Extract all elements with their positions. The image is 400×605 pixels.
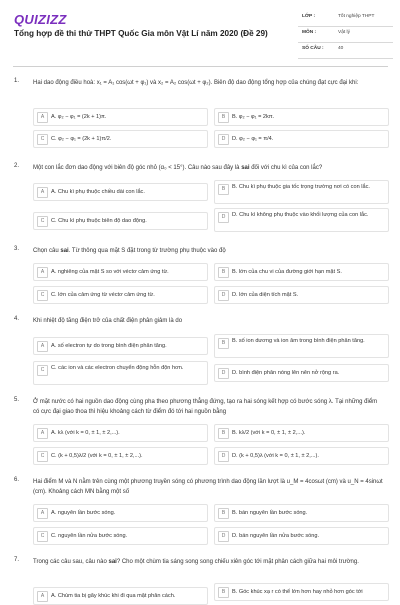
option-text: D. Chu kì không phụ thuộc vào khối lượng của con lắc. [232, 212, 369, 218]
option-text: B. kλ/2 (với k = 0, ± 1, ± 2,...). [232, 430, 306, 436]
option-text: B. Chu kì phụ thuộc gia tốc trọng trường nơi có con lắc. [232, 184, 370, 190]
option-text: D. (k + 0,5)λ (với k = 0, ± 1, ± 2,...). [232, 453, 319, 459]
question-text: Hai điểm M và N nằm trên cùng một phương truyền sóng có phương trình dao động lần lượt là u_M = 4cosωt (cm) và u_N = 4sinωt (cm). Khoảng cách MN bằng một số [33, 479, 383, 495]
option-letter: D [218, 134, 229, 145]
option-text: D. bình điện phân nóng lên nên nở rộng ra. [232, 370, 340, 376]
option-letter: D [218, 368, 229, 379]
option-text: B. lớn của chu vi của đường giới hạn mặt S. [232, 269, 342, 275]
option-letter: B [218, 587, 229, 598]
option-b[interactable] [214, 583, 389, 601]
question-number: 2. [14, 163, 20, 169]
option-letter: A [37, 341, 48, 352]
quizizz-logo: QUIZIZZ [14, 12, 67, 27]
option-letter: C [37, 365, 48, 376]
meta-label: MÔN : [302, 30, 317, 35]
question-text-part: Chọn câu [33, 248, 61, 254]
option-a[interactable] [33, 183, 208, 201]
option-c[interactable] [33, 286, 208, 304]
option-b[interactable] [214, 424, 389, 442]
option-text: C. φ₂ − φ₁ = (2k + 1)π/2. [51, 136, 112, 142]
meta-label: LỚP : [302, 14, 316, 19]
meta-label: SỐ CÂU : [302, 46, 324, 51]
option-text: A. Chùm tia bị gãy khúc khi đi qua mặt phân cách. [51, 593, 176, 599]
option-text: C. các ion và các electron chuyển động hỗn độn hơn. [51, 365, 184, 371]
question-number: 5. [14, 397, 20, 403]
option-text: A. φ₂ − φ₁ = (2k + 1)π. [51, 114, 107, 120]
meta-value: Vật lý [338, 30, 350, 35]
meta-row-class [298, 11, 393, 27]
option-letter: B [218, 338, 229, 349]
option-text: A. kλ (với k = 0, ± 1, ± 2,...). [51, 430, 120, 436]
option-text: A. số electron tự do trong bình điện phân tăng. [51, 343, 167, 349]
question-number: 6. [14, 477, 20, 483]
option-letter: B [218, 112, 229, 123]
option-letter: C [37, 290, 48, 301]
option-letter: D [218, 212, 229, 223]
question-number: 1. [14, 78, 20, 84]
option-text: D. φ₂ − φ₁ = π/4. [232, 136, 274, 142]
option-a[interactable] [33, 587, 208, 605]
option-text: C. nguyên lần nửa bước sóng. [51, 533, 128, 539]
option-a[interactable] [33, 504, 208, 522]
option-text: D. bán nguyên lần nửa bước sóng. [232, 533, 320, 539]
option-d[interactable] [214, 130, 389, 148]
option-text: A. nguyên lần bước sóng. [51, 510, 116, 516]
option-d[interactable] [214, 286, 389, 304]
option-letter: C [37, 451, 48, 462]
option-a[interactable] [33, 424, 208, 442]
worksheet-meta [298, 11, 393, 59]
option-letter: B [218, 508, 229, 519]
question-text-part: ? Cho một chùm tia sáng song song chiếu xiên góc tới mặt phân cách giữa hai môi trường. [116, 559, 359, 565]
question-text: Hai dao động điều hoà: x₁ = A₁ cos(ωt + φ₁) và x₂ = A₂ cos(ωt + φ₂). Biên độ dao động tổng hợp của chúng đạt cực đại khi: [33, 80, 359, 86]
option-letter: D [218, 451, 229, 462]
question-text-part: Trong các câu sau, câu nào [33, 559, 109, 565]
option-a[interactable] [33, 337, 208, 355]
option-letter: A [37, 591, 48, 602]
meta-value: 40 [338, 46, 344, 51]
question-text-part: đối với chu kì của con lắc? [249, 165, 323, 171]
option-letter: D [218, 290, 229, 301]
question-text [33, 246, 385, 256]
option-b[interactable] [214, 334, 389, 358]
option-letter: C [37, 531, 48, 542]
option-text: B. φ₂ − φ₁ = 2kπ. [232, 114, 275, 120]
header-divider [13, 66, 388, 67]
question-emphasis: sai [241, 165, 250, 171]
option-letter: C [37, 134, 48, 145]
option-text: B. bán nguyên lần bước sóng. [232, 510, 308, 516]
worksheet-title: Tổng hợp đề thi thử THPT Quốc Gia môn Vật Lí năm 2020 (Đề 29) [14, 29, 268, 38]
option-text: A. nghiêng của mặt S so với véctơ cảm ứng từ. [51, 269, 169, 275]
question-text: Ở mặt nước có hai nguồn dao động cùng pha theo phương thẳng đứng, tạo ra hai sóng kết hợp có bước sóng λ. Tại những điểm có cực đại giao thoa thì hiệu khoảng cách từ điểm đó tới hai nguồn bằng [33, 399, 378, 415]
option-text: C. Chu kì phụ thuộc biên độ dao động. [51, 218, 147, 224]
option-b[interactable] [214, 180, 389, 204]
option-letter: B [218, 428, 229, 439]
question-text-part: Một con lắc đơn dao động với biên độ góc nhỏ (α₀ < 15°). Câu nào sau đây là [33, 165, 242, 171]
option-c[interactable] [33, 212, 208, 230]
option-c[interactable] [33, 361, 208, 385]
question-text [33, 557, 385, 567]
option-a[interactable] [33, 108, 208, 126]
option-b[interactable] [214, 108, 389, 126]
option-letter: B [218, 267, 229, 278]
option-text: D. lớn của diện tích mặt S. [232, 292, 299, 298]
meta-value: Tốt nghiệp THPT [338, 14, 375, 19]
option-letter: A [37, 428, 48, 439]
option-c[interactable] [33, 527, 208, 545]
option-letter: A [37, 112, 48, 123]
question-text [33, 163, 385, 173]
option-letter: C [37, 216, 48, 227]
option-text: A. Chu kì phụ thuộc chiều dài con lắc. [51, 189, 145, 195]
question-emphasis: sai [60, 248, 69, 254]
meta-row-question-count [298, 43, 393, 59]
worksheet-header [0, 0, 400, 64]
option-c[interactable] [33, 130, 208, 148]
option-text: B. số ion dương và ion âm trong bình điện phân tăng. [232, 338, 365, 344]
question-number: 3. [14, 246, 20, 252]
option-c[interactable] [33, 447, 208, 465]
question-text: Khi nhiệt độ tăng điện trở của chất điện phân giảm là do [33, 318, 183, 324]
option-letter: A [37, 267, 48, 278]
question-number: 4. [14, 316, 20, 322]
question-emphasis: sai [108, 559, 117, 565]
option-letter: A [37, 508, 48, 519]
option-b[interactable] [214, 504, 389, 522]
option-d[interactable] [214, 527, 389, 545]
option-b[interactable] [214, 263, 389, 281]
question-number: 7. [14, 557, 20, 563]
option-letter: A [37, 187, 48, 198]
option-letter: D [218, 531, 229, 542]
option-d[interactable] [214, 364, 389, 382]
option-a[interactable] [33, 263, 208, 281]
option-letter: B [218, 184, 229, 195]
meta-row-subject [298, 27, 393, 43]
option-text: B. Góc khúc xạ r có thể lớn hơn hay nhỏ hơn góc tới [232, 589, 363, 595]
option-text: C. lớn của cảm ứng từ véctơ cảm ứng từ. [51, 292, 155, 298]
option-text: C. (k + 0,5)λ/2 (với k = 0, ± 1, ± 2,...). [51, 453, 143, 459]
question-text-part: . Từ thông qua mặt S đặt trong từ trường phụ thuộc vào độ [68, 248, 226, 254]
option-d[interactable] [214, 208, 389, 232]
option-d[interactable] [214, 447, 389, 465]
